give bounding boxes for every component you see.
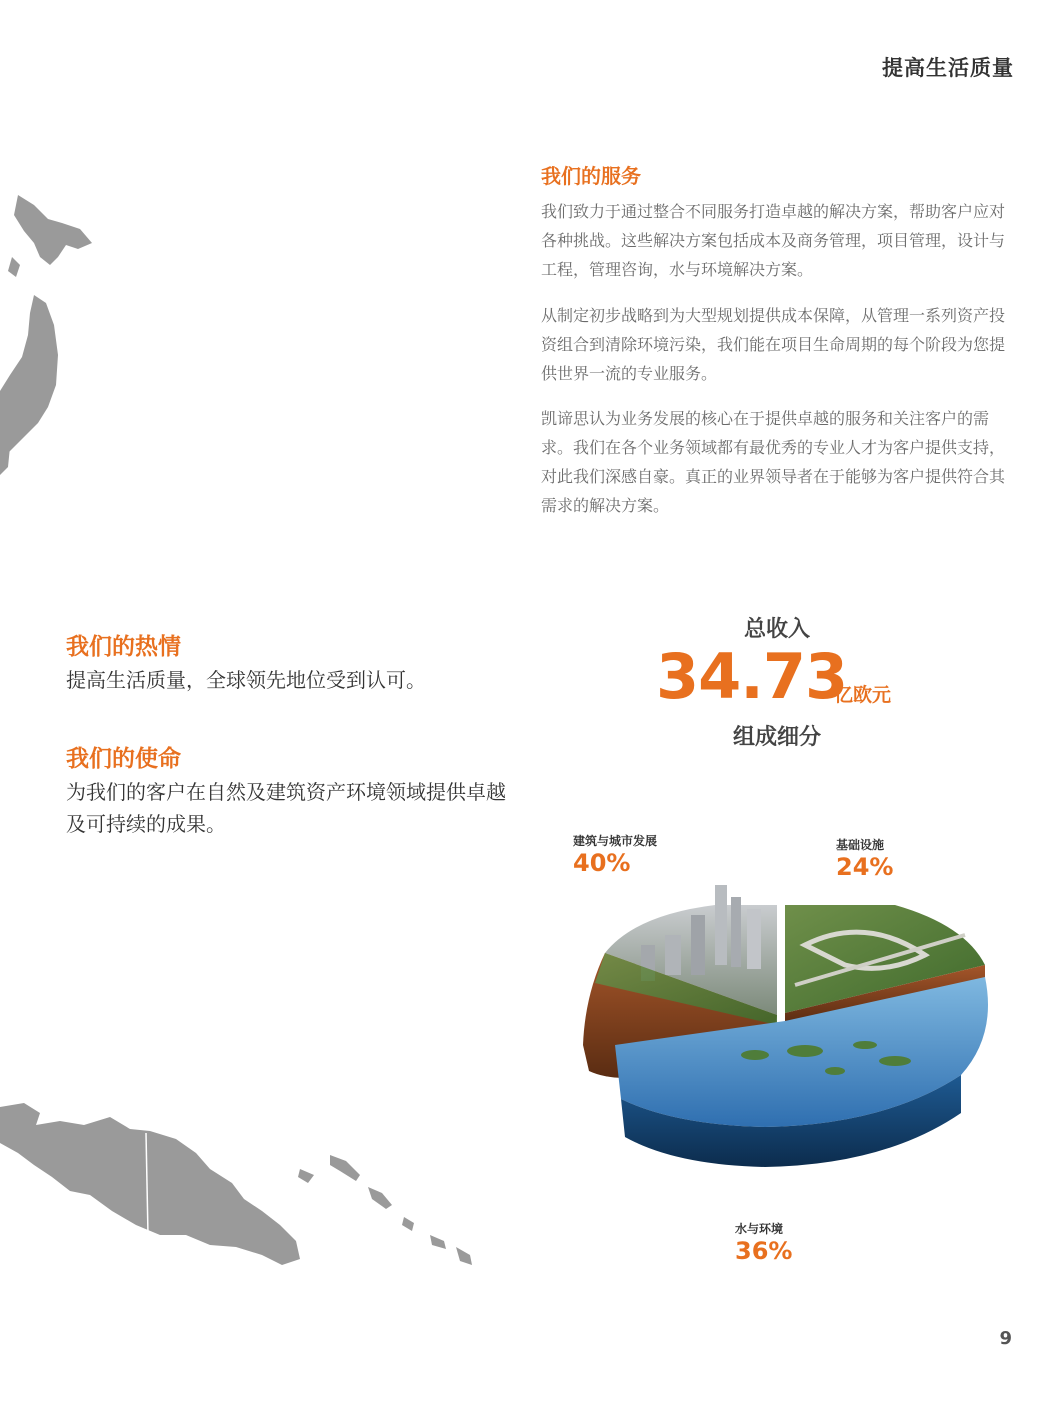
segment-buildings <box>573 832 657 877</box>
segment-infrastructure-name: 基础设施 <box>836 838 885 852</box>
mission-text: 为我们的客户在自然及建筑资产环境领域提供卓越及可持续的成果。 <box>66 780 506 836</box>
passion-heading: 我们的热情 <box>66 634 181 660</box>
revenue-pie-illustration <box>565 875 1005 1185</box>
revenue-value: 34.73 <box>656 640 848 713</box>
segment-buildings-percent: 40% <box>573 849 631 877</box>
new-guinea-map-graphic <box>0 1095 560 1285</box>
mission-heading: 我们的使命 <box>66 746 181 772</box>
japan-map-graphic <box>0 185 110 485</box>
services-paragraph-1: 我们致力于通过整合不同服务打造卓越的解决方案，帮助客户应对各种挑战。这些解决方案包括成本及商务管理，项目管理，设计与工程，管理咨询，水与环境解决方案。 <box>541 202 1006 279</box>
revenue-unit: 亿欧元 <box>834 684 892 706</box>
services-heading: 我们的服务 <box>541 164 641 188</box>
page-number: 9 <box>999 1328 1012 1349</box>
segment-water <box>735 1220 792 1265</box>
services-paragraph-3: 凯谛思认为业务发展的核心在于提供卓越的服务和关注客户的需求。我们在各个业务领域都有最优秀的专业人才为客户提供支持，对此我们深感自豪。真正的业界领导者在于能够为客户提供符合其需求的解决方案。 <box>541 409 1006 515</box>
page-header-title: 提高生活质量 <box>882 56 1014 80</box>
segment-water-percent: 36% <box>735 1237 793 1265</box>
passion-text: 提高生活质量，全球领先地位受到认可。 <box>66 668 426 692</box>
revenue-label: 总收入 <box>743 617 810 642</box>
services-paragraph-2: 从制定初步战略到为大型规划提供成本保障，从管理一系列资产投资组合到清除环境污染，我们能在项目生命周期的每个阶段为您提供世界一流的专业服务。 <box>541 306 1006 383</box>
segment-infrastructure-percent: 24% <box>836 853 894 881</box>
breakdown-label: 组成细分 <box>732 725 821 750</box>
segment-water-name: 水与环境 <box>735 1222 784 1236</box>
segment-buildings-name: 建筑与城市发展 <box>573 834 658 848</box>
